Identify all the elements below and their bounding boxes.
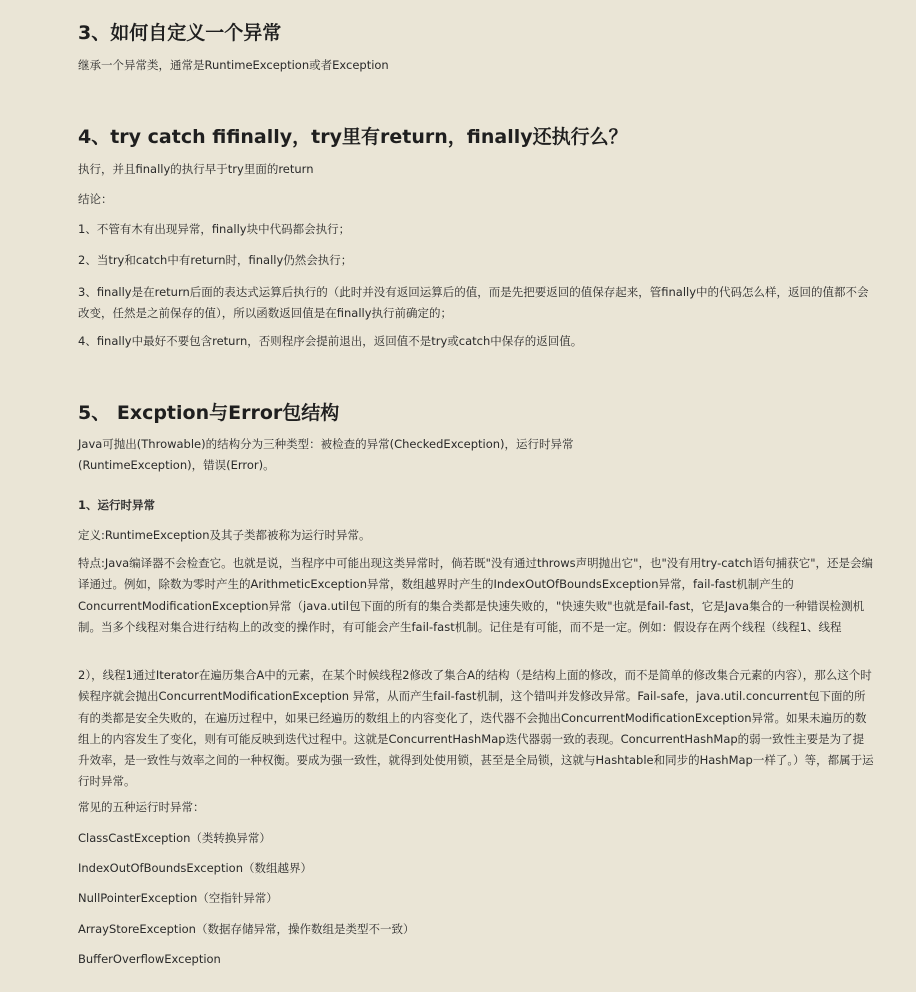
exception-list-item: BufferOverflowException <box>78 952 221 966</box>
section-5-common-block <box>78 797 878 818</box>
section-5 <box>78 398 878 425</box>
exception-list-item: NullPointerException（空指针异常） <box>78 891 278 905</box>
section-5-title: 5、 Excption与Error包结构 <box>78 402 340 424</box>
section-5-feature-block <box>78 553 874 638</box>
section-3-body: 继承一个异常类，通常是RuntimeException或者Exception <box>78 58 389 72</box>
section-4-answer: 执行，并且finally的执行早于try里面的return <box>78 162 314 176</box>
exception-list-item: ClassCastException（类转换异常） <box>78 831 271 845</box>
section-4-point-1-block <box>78 219 878 240</box>
section-5-intro-block <box>78 434 638 477</box>
section-4-conclusion-label: 结论： <box>78 192 113 206</box>
exception-list-item-3-block <box>78 888 878 909</box>
section-4-point-3: 3、finally是在return后面的表达式运算后执行的（此时并没有返回运算后的值，而是先把要返回的值保存起来，管finally中的代码怎么样，返回的值都不会改变，任然是之前保存的值），所以函数返回值是在finally执行前确定的； <box>78 285 869 321</box>
section-4-title: 4、try catch fifinally，try里有return，finally还执行么？ <box>78 126 628 148</box>
section-5-para2-block <box>78 665 874 793</box>
section-5-feature: 特点:Java编译器不会检查它。也就是说，当程序中可能出现这类异常时，倘若既"没有通过throws声明抛出它"，也"没有用try-catch语句捕获它"，还是会编译通过。例如，除数为零时产生的ArithmeticException异常，数组越界时产生的IndexOutOfBoundsException异常，fail-fast机制产生的ConcurrentModificationException异常（java.util包下面的所有的集合类都是快速失败的，"快速失败"也就是fail-fast，它是Java集合的一种错误检测机制。当多个线程对集合进行结构上的改变的操作时，有可能会产生fail-fast机制。记住是有可能，而不是一定。例如：假设存在两个线程（线程1、线程 <box>78 556 874 634</box>
section-3-title: 3、如何自定义一个异常 <box>78 22 282 44</box>
section-4 <box>78 122 878 149</box>
exception-list-item-1-block <box>78 828 878 849</box>
section-5-sub1-title: 1、运行时异常 <box>78 498 156 512</box>
section-4-point-3-block <box>78 282 878 325</box>
exception-list-item: IndexOutOfBoundsException（数组越界） <box>78 861 312 875</box>
section-5-common-label: 常见的五种运行时异常： <box>78 800 205 814</box>
exception-list-item-2-block <box>78 858 878 879</box>
section-5-intro: Java可抛出(Throwable)的结构分为三种类型：被检查的异常(CheckedException)，运行时异常(RuntimeException)，错误(Error)。 <box>78 437 574 473</box>
section-5-definition-block <box>78 525 878 546</box>
section-4-point-4-block <box>78 331 878 352</box>
section-5-definition: 定义:RuntimeException及其子类都被称为运行时异常。 <box>78 528 371 542</box>
section-4-answer-block <box>78 159 878 180</box>
section-4-point-2: 2、当try和catch中有return时，finally仍然会执行； <box>78 253 353 267</box>
section-4-conclusion-block <box>78 189 878 210</box>
section-3 <box>78 18 878 45</box>
section-4-point-4: 4、finally中最好不要包含return，否则程序会提前退出，返回值不是try或catch中保存的返回值。 <box>78 334 583 348</box>
section-4-point-2-block <box>78 250 878 271</box>
section-4-point-1: 1、不管有木有出现异常，finally块中代码都会执行； <box>78 222 351 236</box>
section-3-body-block <box>78 55 878 76</box>
exception-list-item-4-block <box>78 919 878 940</box>
section-5-para2: 2），线程1通过Iterator在遍历集合A中的元素，在某个时候线程2修改了集合A的结构（是结构上面的修改，而不是简单的修改集合元素的内容），那么这个时候程序就会抛出ConcurrentModificationException 异常，从而产生fail-fast机制，这个错叫并发修改异常。Fail-safe，java.util.concurrent包下面的所有的类都是安全失败的，在遍历过程中，如果已经遍历的数组上的内容变化了，迭代器不会抛出ConcurrentModificationException异常。如果未遍历的数组上的内容发生了变化，则有可能反映到迭代过程中。这就是ConcurrentHashMap迭代器弱一致的表现。ConcurrentHashMap的弱一致性主要是为了提升效率，是一致性与效率之间的一种权衡。要成为强一致性，就得到处使用锁，甚至是全局锁，这就与Hashtable和同步的HashMap一样了。）等，都属于运行时异常。 <box>78 668 874 789</box>
exception-list-item-5-block <box>78 949 878 970</box>
exception-list-item: ArrayStoreException（数据存储异常，操作数组是类型不一致） <box>78 922 415 936</box>
section-5-sub1-block <box>78 495 878 516</box>
